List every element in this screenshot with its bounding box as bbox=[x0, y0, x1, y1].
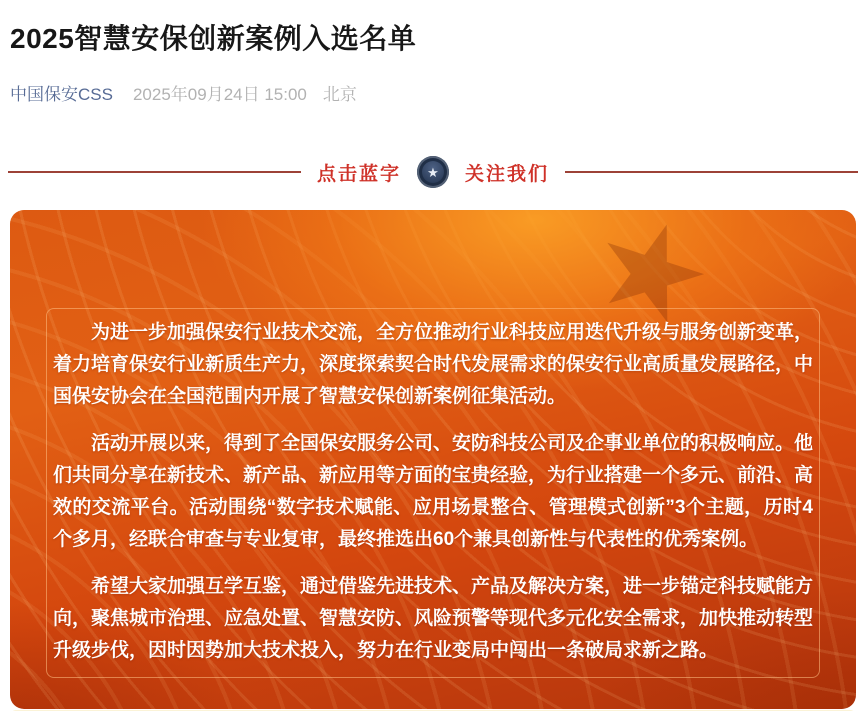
follow-banner[interactable] bbox=[8, 155, 858, 189]
hero-paragraph-2: 活动开展以来，得到了全国保安服务公司、安防科技公司及企事业单位的积极响应。他们共同分享在新技术、新产品、新应用等方面的宝贵经验，为行业搭建一个多元、前沿、高效的交流平台。活动围绕“数字技术赋能、应用场景整合、管理模式创新”3个主题，历时4个多月，经联合审查与专业复审，最终推选出60个兼具创新性与代表性的优秀案例。 bbox=[53, 433, 814, 550]
hero-paragraph-1: 为进一步加强保安行业技术交流，全方位推动行业科技应用迭代升级与服务创新变革，着力培育保安行业新质生产力，深度探索契合时代发展需求的保安行业高质量发展路径，中国保安协会在全国范围内开展了智慧安保创新案例征集活动。 bbox=[53, 322, 814, 407]
click-blue-text: 点击蓝字 bbox=[316, 163, 401, 185]
article-meta bbox=[10, 80, 856, 105]
publish-date: 2025年09月24日 15:00 bbox=[132, 85, 307, 104]
hero-image[interactable] bbox=[10, 210, 856, 709]
article-page bbox=[0, 22, 866, 711]
hero-paragraph-3: 希望大家加强互学互鉴，通过借鉴先进技术、产品及解决方案，进一步锚定科技赋能方向，聚焦城市治理、应急处置、智慧安防、风险预警等现代多元化安全需求，加快推动转型升级步伐，因时因势加大技术投入，努力在行业变局中闯出一条破局求新之路。 bbox=[53, 576, 814, 661]
account-name-link[interactable]: 中国保安CSS bbox=[10, 85, 113, 104]
banner-right-line bbox=[565, 171, 858, 173]
hero-text-box bbox=[46, 308, 820, 678]
banner-left-line bbox=[8, 171, 301, 173]
follow-us-text: 关注我们 bbox=[465, 163, 550, 185]
publish-location: 北京 bbox=[322, 85, 357, 104]
badge-star-glyph: ★ bbox=[427, 164, 439, 180]
article-title: 2025智慧安保创新案例入选名单 bbox=[10, 23, 417, 54]
security-badge-star-icon bbox=[417, 156, 449, 188]
